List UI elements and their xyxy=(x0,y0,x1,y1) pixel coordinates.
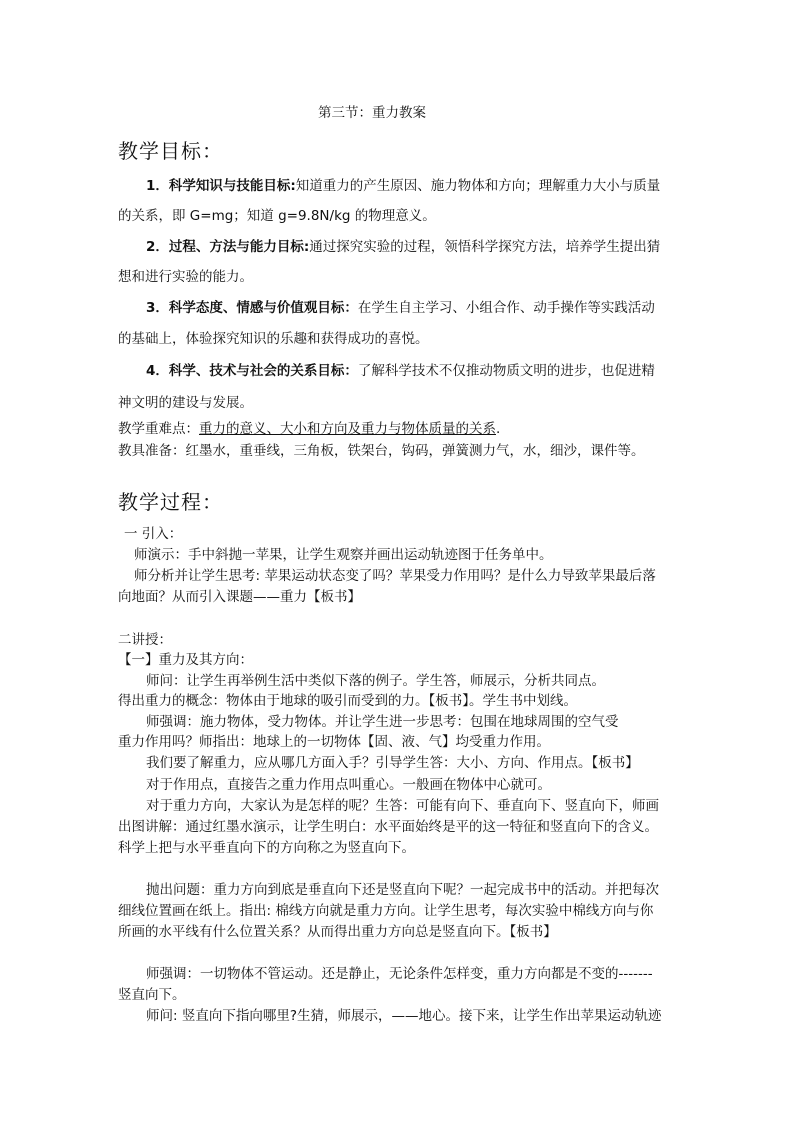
goal-3-label: 3．科学态度、情感与价值观目标： xyxy=(146,300,358,316)
lecture-paragraph-5: 对于作用点，直接告之重力作用点叫重心。一般画在物体中心就可。 xyxy=(146,777,551,793)
intro-paragraph-2-line-1: 师分析并让学生思考: 苹果运动状态变了吗？苹果受力作用吗？是什么力导致苹果最后落 xyxy=(134,568,656,584)
key-points-text: 重力的意义、大小和方向及重力与物体质量的关系 xyxy=(199,421,496,437)
lecture-paragraph-3-line-1: 师强调：施力物体，受力物体。并让学生进一步思考：包围在地球周围的空气受 xyxy=(146,714,619,730)
goal-1-label: 1．科学知识与技能目标: xyxy=(146,178,296,194)
key-points-label: 教学重难点： xyxy=(118,421,199,437)
intro-paragraph-2-line-2: 向地面？从而引入课题——重力【板书】 xyxy=(118,589,361,605)
key-points-line xyxy=(118,420,500,438)
lecture-paragraph-6-line-1: 对于重力方向，大家认为是怎样的呢？生答：可能有向下、垂直向下、竖直向下，师画 xyxy=(146,798,659,814)
lecture-paragraph-6-line-2: 出图讲解：通过红墨水演示，让学生明白：水平面始终是平的这一特征和竖直向下的含义。 xyxy=(118,819,658,835)
lecture-paragraph-7-line-1: 抛出问题：重力方向到底是垂直向下还是竖直向下呢？一起完成书中的活动。并把每次 xyxy=(146,882,659,898)
goal-2-text: 通过探究实验的过程，领悟科学探究方法，培养学生提出猜 xyxy=(309,239,661,255)
goal-2-line-2: 想和进行实验的能力。 xyxy=(118,269,253,285)
lecture-paragraph-3-line-2: 重力作用吗？师指出：地球上的一切物体【固、液、气】均受重力作用。 xyxy=(118,734,550,750)
section-heading-goals: 教学目标： xyxy=(118,139,223,163)
goal-3-line-1 xyxy=(146,299,655,317)
section-heading-process: 教学过程： xyxy=(118,490,223,514)
goal-1-line-2: 的关系，即 G=mg；知道 g=9.8N/kg 的物理意义。 xyxy=(118,208,436,224)
lecture-paragraph-8-line-1: 师强调：一切物体不管运动。还是静止，无论条件怎样变，重力方向都是不变的------- xyxy=(146,966,653,982)
goal-1-line-1 xyxy=(146,177,660,195)
goal-4-line-2: 神文明的建设与发展。 xyxy=(118,395,253,411)
document-title: 第三节：重力教案 xyxy=(318,105,426,121)
goal-1-text: 知道重力的产生原因、施力物体和方向；理解重力大小与质量 xyxy=(295,178,661,194)
lecture-paragraph-1: 师问：让学生再举例生活中类似下落的例子。学生答，师展示，分析共同点。 xyxy=(146,673,605,689)
lecture-paragraph-6-line-3: 科学上把与水平垂直向下的方向称之为竖直向下。 xyxy=(118,840,415,856)
goal-3-line-2: 的基础上，体验探究知识的乐趣和获得成功的喜悦。 xyxy=(118,331,429,347)
goal-4-label: 4．科学、技术与社会的关系目标： xyxy=(146,363,358,379)
goal-3-text: 在学生自主学习、小组合作、动手操作等实践活动 xyxy=(357,300,655,316)
goal-2-line-1 xyxy=(146,238,660,256)
lecture-heading: 二讲授： xyxy=(118,632,172,648)
intro-paragraph-1: 师演示：手中斜抛一苹果，让学生观察并画出运动轨迹图于任务单中。 xyxy=(134,547,553,563)
key-points-end: . xyxy=(496,421,501,437)
goal-4-line-1 xyxy=(146,362,655,380)
goal-4-text: 了解科学技术不仅推动物质文明的进步，也促进精 xyxy=(357,363,655,379)
lecture-paragraph-7-line-3: 所画的水平线有什么位置关系？从而得出重力方向总是竖直向下。【板书】 xyxy=(118,924,557,940)
lecture-paragraph-2: 得出重力的概念：物体由于地球的吸引而受到的力。【板书】。学生书中划线。 xyxy=(118,693,577,709)
lecture-paragraph-8-line-2: 竖直向下。 xyxy=(118,987,186,1003)
lecture-paragraph-7-line-2: 细线位置画在纸上。指出: 棉线方向就是重力方向。让学生思考，每次实验中棉线方向与你 xyxy=(118,903,654,919)
subsection-heading-1: 【一】重力及其方向： xyxy=(118,652,253,668)
teaching-tools-line: 教具准备：红墨水，重垂线，三角板，铁架台，钩码，弹簧测力气，水，细沙，课件等。 xyxy=(118,443,645,459)
lecture-paragraph-4: 我们要了解重力，应从哪几方面入手？引导学生答：大小、方向、作用点。【板书】 xyxy=(146,755,639,771)
intro-heading: 一 引入： xyxy=(124,526,183,542)
lecture-paragraph-9: 师问: 竖直向下指向哪里?生猜，师展示，——地心。接下来，让学生作出苹果运动轨迹 xyxy=(146,1008,662,1024)
goal-2-label: 2．过程、方法与能力目标: xyxy=(146,239,310,255)
